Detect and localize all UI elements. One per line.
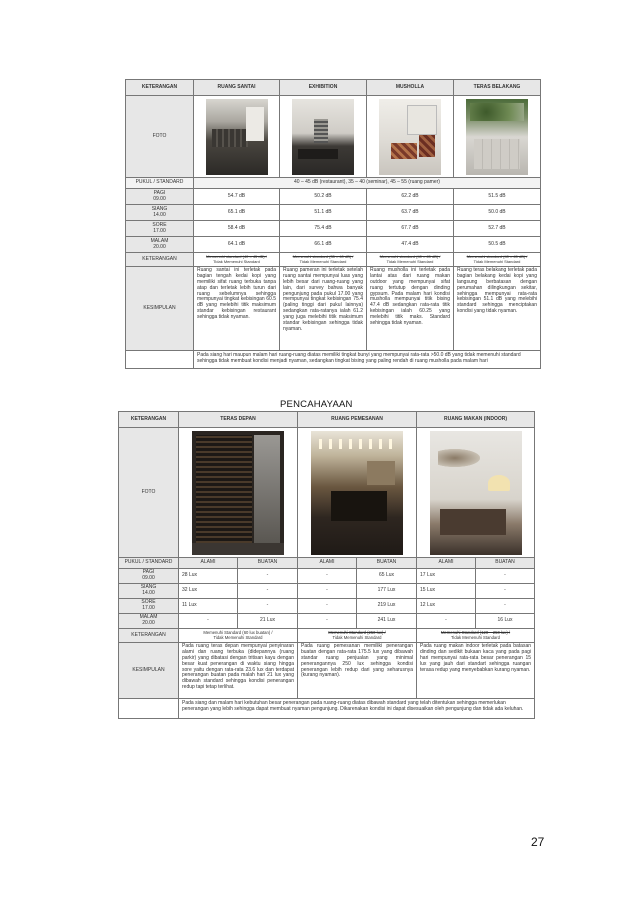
table-cell: 50.5 dB xyxy=(454,237,541,253)
header-cell: RUANG SANTAI xyxy=(194,80,280,96)
table-cell: 21 Lux xyxy=(238,614,298,629)
keterangan-cell: Memenuhi Standard (120 – 250 lux) / Tidak Memenuhi Standard xyxy=(417,629,535,643)
table-cell: 47.4 dB xyxy=(367,237,454,253)
table-cell: 52.7 dB xyxy=(454,221,541,237)
photo-row xyxy=(119,428,535,558)
keterangan-cell: Memenuhi standard (40 – 45 dB) / Tidak Memenuhi Standard xyxy=(454,253,541,267)
table-cell: 64.1 dB xyxy=(194,237,280,253)
standard-value: 40 – 45 dB (restaurant), 35 – 40 (seminar), 45 – 55 (ruang pamer) xyxy=(194,178,541,189)
photo-cell xyxy=(298,428,417,558)
table-cell: 50.2 dB xyxy=(280,189,367,205)
table-header-row xyxy=(126,80,541,96)
table-cell: 32 Lux xyxy=(179,584,238,599)
summary-spacer xyxy=(119,699,179,719)
table-cell: 15 Lux xyxy=(417,584,476,599)
table-row xyxy=(126,237,541,253)
table-row xyxy=(119,614,535,629)
photo-cell xyxy=(367,96,454,178)
keterangan-label: KETERANGAN xyxy=(119,629,179,643)
photo-label: FOTO xyxy=(119,428,179,558)
standard-label: PUKUL / STANDARD xyxy=(126,178,194,189)
table-cell: - xyxy=(238,569,298,584)
kesimpulan-label: KESIMPULAN xyxy=(126,267,194,351)
standard-row xyxy=(126,178,541,189)
standard-label: PUKUL / STANDARD xyxy=(119,558,179,569)
table-cell: 65.1 dB xyxy=(194,205,280,221)
table-row xyxy=(119,599,535,614)
keterangan-cell: Memenuhi standard (40 – 45 dB) / Tidak Memenuhi Standard xyxy=(367,253,454,267)
table-cell: - xyxy=(298,614,357,629)
kesimpulan-row xyxy=(126,267,541,351)
summary-cell: Pada siang dan malam hari kebutuhan besar penerangan pada ruang-ruang diatas dibawah standard yang telah ditentukan sehingga memerlukan penerangan yang lebih sehingga dapat membuat nyaman pengunjung. Dikarenakan kondisi ini dapat disesuaikan oleh pengunjung dan tidak ada keluhan. xyxy=(179,699,535,719)
header-cell: MUSHOLLA xyxy=(367,80,454,96)
time-label: SORE 17.00 xyxy=(119,599,179,614)
table-cell: - xyxy=(298,569,357,584)
table-cell: 67.7 dB xyxy=(367,221,454,237)
table-cell: 219 Lux xyxy=(357,599,417,614)
ruang-pemesanan-photo xyxy=(311,431,403,555)
subheader-cell: BUATAN xyxy=(476,558,535,569)
keterangan-row xyxy=(119,629,535,643)
table-cell: - xyxy=(417,614,476,629)
keterangan-cell: Memenuhi standard (40 – 45 dB) / Tidak Memenuhi Standard xyxy=(194,253,280,267)
photo-cell xyxy=(194,96,280,178)
summary-cell: Pada siang hari maupun malam hari ruang-ruang diatas memiliki tingkat bunyi yang mempunyai rata-rata >50.0 dB yang tidak memenuhi standard sehingga tidak membuat kondisi menjadi nyaman, sedangkan tingkat bising yang paling rendah di ruang musholla pada malam hari xyxy=(194,351,541,369)
summary-row xyxy=(126,351,541,369)
summary-spacer xyxy=(126,351,194,369)
time-label: SORE 17.00 xyxy=(126,221,194,237)
kesimpulan-cell: Ruang teras belakang terletak pada bagian belakang kedai kopi yang langsung berbatasan dengan perumahan dilingkungan sekitar, sehingga mempunyai rata-rata kebisingan 51.1 dB yang melebihi standard sehingga menciptakan kondisi yang tidak nyaman. xyxy=(454,267,541,351)
table-cell: 75.4 dB xyxy=(280,221,367,237)
keterangan-cell: Memenuhi Standard (250 lux) / Tidak Memenuhi Standard xyxy=(298,629,417,643)
table-cell: 66.1 dB xyxy=(280,237,367,253)
subheader-cell: ALAMI xyxy=(298,558,357,569)
table-cell: 17 Lux xyxy=(417,569,476,584)
table-row xyxy=(119,584,535,599)
table-row xyxy=(126,205,541,221)
header-cell: TERAS DEPAN xyxy=(179,412,298,428)
teras-depan-photo xyxy=(192,431,284,555)
time-label: MALAM 20.00 xyxy=(126,237,194,253)
table-cell: - xyxy=(238,584,298,599)
subheader-row xyxy=(119,558,535,569)
time-label: MALAM 20.00 xyxy=(119,614,179,629)
time-label: PAGI 09.00 xyxy=(126,189,194,205)
header-cell: RUANG PEMESANAN xyxy=(298,412,417,428)
summary-row xyxy=(119,699,535,719)
time-label: PAGI 09.00 xyxy=(119,569,179,584)
kesimpulan-cell: Ruang musholla ini terletak pada lantai atas dari ruang makan outdoor yang mempunyai sifat ruang tertutup dengan dinding gypsum. Pada malam hari kondisi musholla mempunyai titik bising 47.4 dB sedangkan rata-rata titik kebisingan ialah 60.25 yang melebihi titik maks. Standard sehingga tidak nyaman. xyxy=(367,267,454,351)
kesimpulan-row xyxy=(119,643,535,699)
keterangan-cell: Memenuhi Standard (60 lux buatan) / Tidak Memenuhi Standard xyxy=(179,629,298,643)
table-cell: - xyxy=(179,614,238,629)
subheader-cell: ALAMI xyxy=(179,558,238,569)
subheader-cell: BUATAN xyxy=(357,558,417,569)
kesimpulan-cell: Pada ruang pemesanan memiliki penerangan buatan dengan rata-rata 175.5 lux yang dibawah standar ruang penjualan yang minimal penerangannya 250 lux sehingga kondisi penerangan lebih redup dari yang seharusnya (kurang nyaman). xyxy=(298,643,417,699)
header-cell: TERAS BELAKANG xyxy=(454,80,541,96)
kesimpulan-cell: Pada ruang makan indoor terletak pada batasan dinding dan sedikit bukaan kaca yang pada pagi hari mempunyai rata-rata besar penerangan 15 lux yang jauh dari standart sehingga ruangan terasa redup yang menyebabkan kurang nyaman. xyxy=(417,643,535,699)
page-number: 27 xyxy=(531,835,545,849)
table-cell: 241 Lux xyxy=(357,614,417,629)
photo-cell xyxy=(179,428,298,558)
table-row xyxy=(119,569,535,584)
section-heading: PENCAHAYAAN xyxy=(280,399,353,410)
table-cell: 50.0 dB xyxy=(454,205,541,221)
header-cell: KETERANGAN xyxy=(119,412,179,428)
subheader-cell: ALAMI xyxy=(417,558,476,569)
kesimpulan-label: KESIMPULAN xyxy=(119,643,179,699)
teras-belakang-photo xyxy=(466,99,528,175)
table-cell: 63.7 dB xyxy=(367,205,454,221)
lighting-table xyxy=(118,411,535,719)
table-cell: 62.2 dB xyxy=(367,189,454,205)
kesimpulan-cell: Ruang santai ini terletak pada bagian tengah kedai kopi yang memiliki sifat ruang terbuka tanpa atap dan terletak lebih turun dari ruang sebelumnya sehingga mempunyai tingkat kebisingan 60.5 dB yang melebihi titik maksimum standar kebisingan restaurant sehingga tidak nyaman. xyxy=(194,267,280,351)
table-cell: - xyxy=(476,584,535,599)
table-header-row xyxy=(119,412,535,428)
table-cell: 12 Lux xyxy=(417,599,476,614)
table-cell: - xyxy=(298,584,357,599)
table-cell: 65 Lux xyxy=(357,569,417,584)
noise-level-table xyxy=(125,79,541,369)
header-cell: KETERANGAN xyxy=(126,80,194,96)
kesimpulan-cell: Pada ruang teras depan mempunyai penyinaran alami dan ruang terbuka (didepannya (ruang parkir) yang dibatasi dengan tritisan kayu dengan besar kuat penerangan di waktu siang hingga sore yaitu dengan rata-rata 23.6 lux dan terdapat penerangan buatan pada malah hari 21 lux yang dibawah standard sehingga kondisi penerangan redup tapi tetap terlihat. xyxy=(179,643,298,699)
photo-cell xyxy=(454,96,541,178)
time-label: SIANG 14.00 xyxy=(126,205,194,221)
subheader-cell: BUATAN xyxy=(238,558,298,569)
table-cell: 11 Lux xyxy=(179,599,238,614)
musholla-photo xyxy=(379,99,441,175)
header-cell: RUANG MAKAN (INDOOR) xyxy=(417,412,535,428)
table-cell: - xyxy=(238,599,298,614)
table-cell: - xyxy=(476,599,535,614)
keterangan-row xyxy=(126,253,541,267)
table-cell: 58.4 dB xyxy=(194,221,280,237)
table-cell: 28 Lux xyxy=(179,569,238,584)
table-cell: - xyxy=(298,599,357,614)
exhibition-photo xyxy=(292,99,354,175)
ruang-makan-photo xyxy=(430,431,522,555)
kesimpulan-cell: Ruang pameran ini terletak setelah ruang santai mempunyai luas yang lebih besar dari ruang-ruang yang lain, dari survey bahwa banyak pengunjung pada pukul 17.00 yang mempunyai tingkat kebisingan 75.4 (paling tinggi dari pukul lainnya) sedangkan rata-ratanya ialah 61.2 yang juga melebihi titik maksimum standar kebisingan sehingga tidak nyaman. xyxy=(280,267,367,351)
table-cell: 177 Lux xyxy=(357,584,417,599)
photo-cell xyxy=(417,428,535,558)
table-cell: - xyxy=(476,569,535,584)
keterangan-label: KETERANGAN xyxy=(126,253,194,267)
table-row xyxy=(126,221,541,237)
header-cell: EXHIBITION xyxy=(280,80,367,96)
photo-cell xyxy=(280,96,367,178)
table-cell: 54.7 dB xyxy=(194,189,280,205)
photo-row xyxy=(126,96,541,178)
table-cell: 51.5 dB xyxy=(454,189,541,205)
ruang-santai-photo xyxy=(206,99,268,175)
table-cell: 51.1 dB xyxy=(280,205,367,221)
time-label: SIANG 14.00 xyxy=(119,584,179,599)
keterangan-cell: Memenuhi standard (35 – 40 dB) / Tidak Memenuhi Standard xyxy=(280,253,367,267)
table-cell: 16 Lux xyxy=(476,614,535,629)
photo-label: FOTO xyxy=(126,96,194,178)
table-row xyxy=(126,189,541,205)
